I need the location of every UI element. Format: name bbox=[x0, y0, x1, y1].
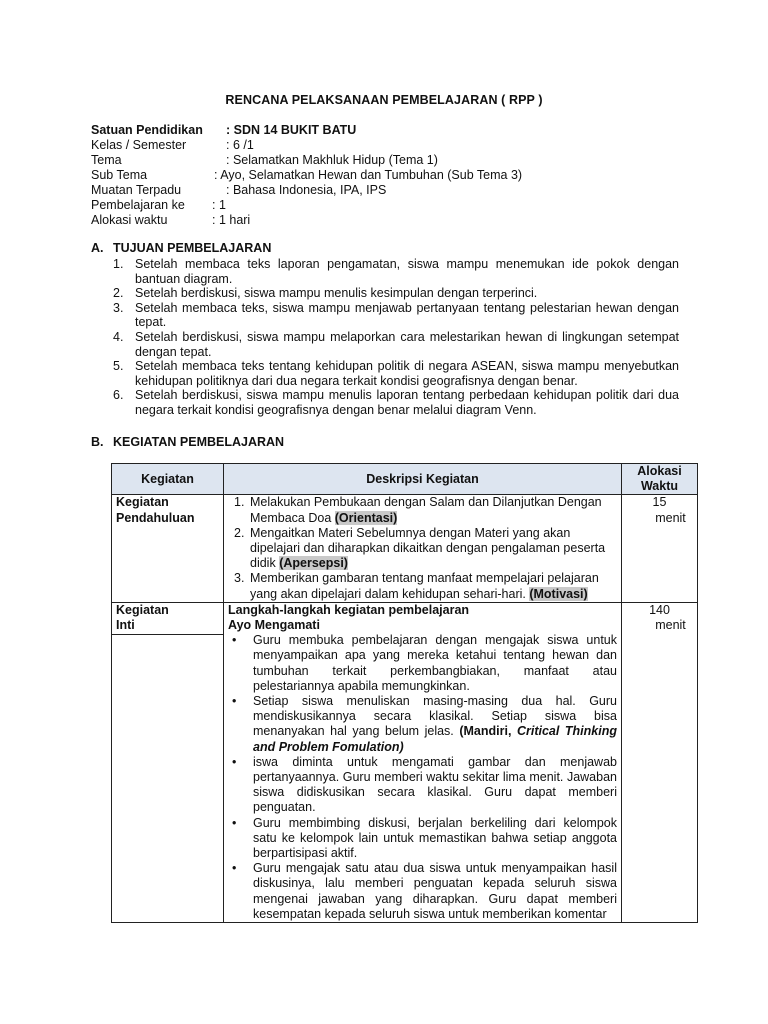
stage-tag: (Orientasi) bbox=[334, 510, 398, 525]
activity-name-cell bbox=[112, 495, 224, 602]
item-text: Setelah membaca teks, siswa mampu menjawab pertanyaan tentang pelestarian hewan dengan tepat. bbox=[135, 300, 679, 330]
identity-value: : Ayo, Selamatkan Hewan dan Tumbuhan (Sub Tema 3) bbox=[214, 168, 523, 182]
inti-bullet-list bbox=[228, 633, 617, 922]
list-item bbox=[228, 571, 617, 601]
activity-description-cell bbox=[224, 495, 622, 602]
header-alokasi bbox=[622, 464, 698, 495]
bullet-icon: • bbox=[232, 861, 237, 876]
activity-name-line: Inti bbox=[116, 618, 135, 633]
identity-value: : Selamatkan Makhluk Hidup (Tema 1) bbox=[226, 153, 438, 167]
list-item bbox=[113, 286, 679, 301]
item-text: Guru membuka pembelajaran dengan mengajak siswa untuk menyampaikan apa yang mereka ketahui tentang hewan dan tumbuhan terkait perkembangbiakan, manfaat atau pelestariannya apabila memungkinkan. bbox=[253, 633, 617, 693]
time-value: 15 bbox=[652, 495, 667, 510]
section-heading-kegiatan bbox=[91, 435, 284, 449]
item-text: Setelah membaca teks tentang kehidupan politik di negara ASEAN, siswa mampu menyebutkan kehidupan politiknya dari dua negara terkait kondisi geografisnya dengan benar. bbox=[135, 359, 679, 388]
item-number: 3. bbox=[234, 571, 245, 586]
identity-key: Alokasi waktu bbox=[91, 213, 168, 227]
list-item bbox=[113, 330, 679, 359]
identity-value: : 1 bbox=[212, 198, 226, 212]
time-cell bbox=[622, 602, 698, 922]
list-item bbox=[228, 861, 617, 922]
item-text: Melakukan Pembukaan dengan Salam dan Dilanjutkan Dengan Membaca Doa bbox=[250, 495, 602, 525]
activity-name-line: Kegiatan bbox=[116, 602, 169, 617]
identity-value: : SDN 14 BUKIT BATU bbox=[226, 123, 357, 137]
time-unit: menit bbox=[655, 510, 686, 525]
skill-tag: (Mandiri, bbox=[459, 724, 517, 739]
list-item bbox=[228, 816, 617, 862]
identity-value: : 1 hari bbox=[212, 213, 251, 227]
item-number: 2. bbox=[234, 525, 245, 540]
document-title: RENCANA PELAKSANAAN PEMBELAJARAN ( RPP ) bbox=[225, 93, 543, 107]
item-text: Guru mengajak satu atau dua siswa untuk menyampaikan hasil diskusinya, lalu memberi penguatan kepada seluruh siswa mengenai jawaban yang diharapkan. Guru dapat memberi kesempatan kepada seluruh siswa untuk memberikan komentar bbox=[253, 861, 617, 921]
bullet-icon: • bbox=[232, 754, 237, 769]
list-item bbox=[228, 526, 617, 572]
table-header-row bbox=[112, 464, 698, 495]
time-unit: menit bbox=[655, 618, 686, 633]
identity-value: : Bahasa Indonesia, IPA, IPS bbox=[226, 183, 387, 197]
activity-name-line: Kegiatan bbox=[116, 495, 169, 510]
item-text: Setiap siswa menuliskan masing-masing dua hal. Guru mendiskusikannya secara klasikal. Setiap siswa bisa menanyakan hal yang belum jelas. bbox=[253, 694, 617, 739]
section-letter: A. bbox=[91, 241, 104, 255]
bullet-icon: • bbox=[232, 815, 237, 830]
section-letter: B. bbox=[91, 435, 104, 449]
pendahuluan-list bbox=[228, 495, 617, 601]
activity-description-cell bbox=[224, 602, 622, 922]
bullet-icon: • bbox=[232, 633, 237, 648]
activity-name-line: Pendahuluan bbox=[116, 510, 195, 525]
item-text: Memberikan gambaran tentang manfaat mempelajari pelajaran yang akan dipelajari dalam kehidupan sehari-hari. bbox=[250, 571, 599, 601]
item-text: Setelah berdiskusi, siswa mampu melaporkan cara melestarikan hewan di lingkungan setempat dengan tepat. bbox=[135, 329, 679, 359]
activity-name-box bbox=[112, 603, 223, 635]
stage-tag: (Motivasi) bbox=[529, 586, 588, 601]
identity-value: : 6 /1 bbox=[226, 138, 254, 152]
ayo-mengamati-heading: Ayo Mengamati bbox=[228, 618, 320, 633]
identity-key: Sub Tema bbox=[91, 168, 148, 182]
section-title: KEGIATAN PEMBELAJARAN bbox=[113, 435, 285, 449]
table-row bbox=[112, 495, 698, 602]
stage-tag: (Apersepsi) bbox=[279, 556, 348, 571]
item-number: 1. bbox=[113, 257, 124, 271]
bullet-icon: • bbox=[232, 694, 237, 709]
identity-key: Tema bbox=[91, 153, 122, 167]
kegiatan-table bbox=[111, 463, 698, 923]
list-item bbox=[113, 257, 679, 286]
section-title: TUJUAN PEMBELAJARAN bbox=[113, 241, 272, 255]
list-item bbox=[113, 359, 679, 388]
header-deskripsi: Deskripsi Kegiatan bbox=[224, 464, 622, 495]
item-text: Mengaitkan Materi Sebelumnya dengan Materi yang akan dipelajari dan diharapkan dikaitkan dengan pengalaman peserta didik bbox=[250, 525, 606, 571]
item-text: Setelah berdiskusi, siswa mampu menulis kesimpulan dengan terperinci. bbox=[135, 286, 538, 301]
item-text: iswa diminta untuk mengamati gambar dan menjawab pertanyaannya. Guru memberi waktu sekitar lima menit. Jawaban siswa didiskusikan secara klasikal. Guru dapat memberi penguatan. bbox=[253, 754, 617, 815]
tujuan-list bbox=[113, 257, 679, 418]
item-text: Setelah membaca teks laporan pengamatan, siswa mampu menemukan ide pokok dengan bantuan diagram. bbox=[135, 257, 679, 286]
item-number: 1. bbox=[234, 495, 245, 510]
identity-key: Pembelajaran ke bbox=[91, 198, 185, 212]
header-alokasi-line2: Waktu bbox=[640, 479, 679, 494]
steps-heading: Langkah-langkah kegiatan pembelajaran bbox=[228, 602, 470, 617]
list-item bbox=[228, 633, 617, 694]
list-item bbox=[113, 301, 679, 330]
list-item bbox=[113, 388, 679, 417]
identity-key: Kelas / Semester bbox=[91, 138, 187, 152]
list-item bbox=[228, 755, 617, 816]
item-number: 6. bbox=[113, 388, 124, 403]
time-value: 140 bbox=[649, 602, 670, 617]
header-alokasi-line1: Alokasi bbox=[637, 464, 682, 478]
item-number: 2. bbox=[113, 286, 124, 301]
item-text: Setelah berdiskusi, siswa mampu menulis laporan tentang perbedaan kehidupan politik dari dua negara terkait kondisi geografisnya dengan benar melalui diagram Venn. bbox=[135, 388, 679, 417]
list-item bbox=[228, 694, 617, 755]
item-text: Guru membimbing diskusi, berjalan berkeliling dari kelompok satu ke kelompok lain untuk memastikan bahwa setiap anggota berpartisipasi aktif. bbox=[253, 815, 617, 861]
item-number: 4. bbox=[113, 329, 124, 344]
header-kegiatan: Kegiatan bbox=[112, 464, 224, 495]
list-item bbox=[228, 495, 617, 525]
section-heading-tujuan bbox=[91, 241, 271, 255]
identity-key: Muatan Terpadu bbox=[91, 183, 182, 197]
table-row bbox=[112, 602, 698, 922]
activity-name-cell bbox=[112, 602, 224, 922]
skill-tag-italic: Critical Thinking and Problem Fomulation) bbox=[253, 724, 617, 754]
item-number: 5. bbox=[113, 359, 124, 374]
time-cell bbox=[622, 495, 698, 602]
item-number: 3. bbox=[113, 300, 124, 315]
identity-key: Satuan Pendidikan bbox=[91, 123, 203, 137]
